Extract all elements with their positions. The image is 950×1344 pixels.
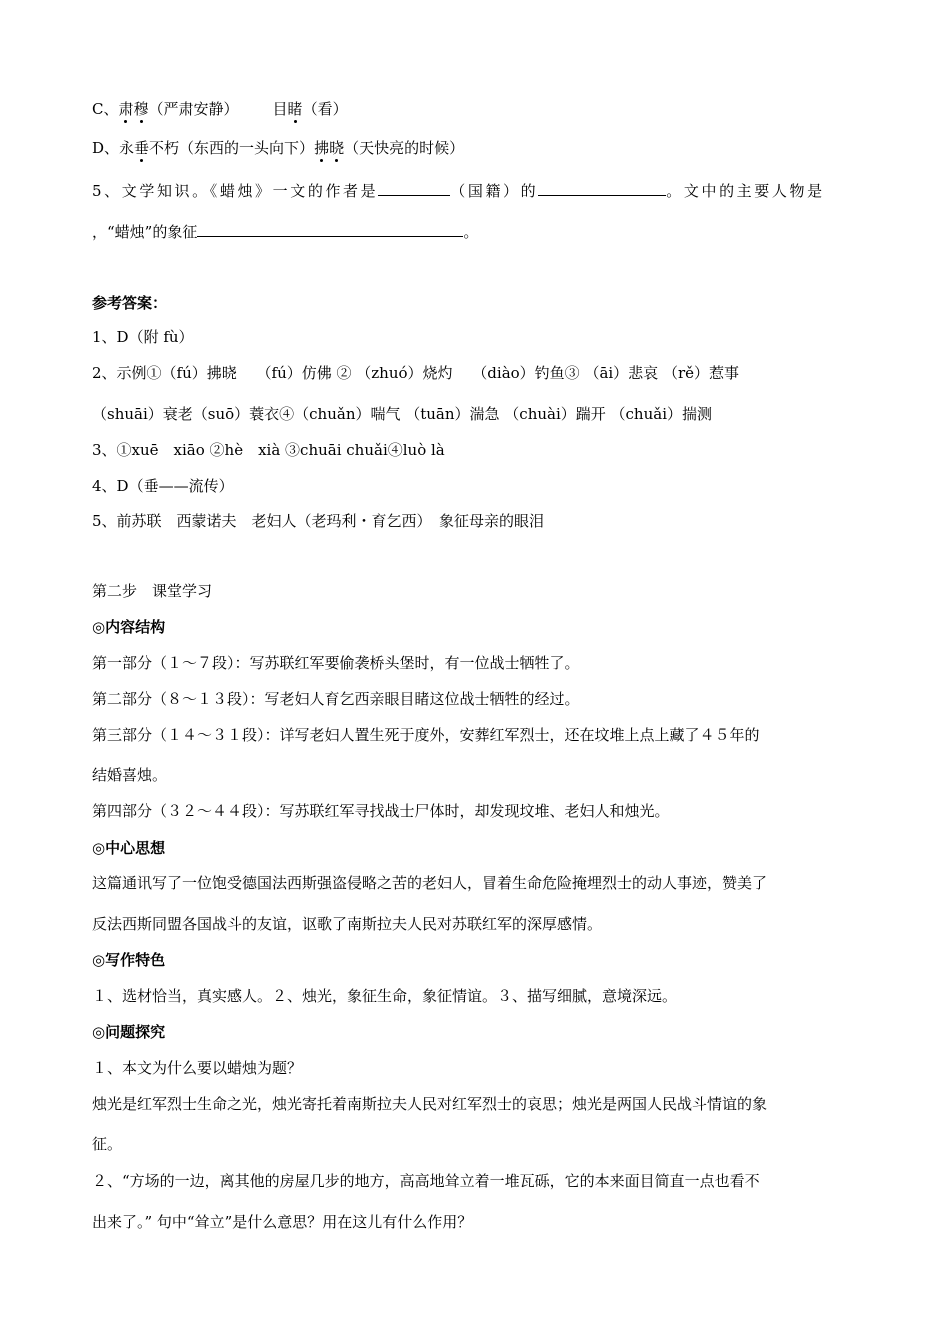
answers-heading: 参考答案： xyxy=(92,294,168,312)
option-c-word-2: 目 xyxy=(272,100,288,118)
dotted-char: 睹 xyxy=(287,100,303,118)
answer-4: 4、D（垂——流传） xyxy=(92,477,234,495)
option-d-meaning-2: （天快亮的时候） xyxy=(344,139,465,157)
inquiry-question-2-line-1: ２、“方场的一边，离其他的房屋几步的地方，高高地耸立着一堆瓦砾，它的本来面目简直一点也看不 xyxy=(92,1172,760,1190)
inquiry-answer-1-line-1: 烛光是红军烈士生命之光，烛光寄托着南斯拉夫人民对红军烈士的哀思；烛光是两国人民战斗情谊的象 xyxy=(92,1095,768,1113)
question-5-line-1 xyxy=(92,180,825,201)
theme-line-2: 反法西斯同盟各国战斗的友谊，讴歌了南斯拉夫人民对苏联红军的深厚感情。 xyxy=(92,915,603,933)
structure-part-1: 第一部分（１～７段）：写苏联红军要偷袭桥头堡时，有一位战士牺牲了。 xyxy=(92,654,580,672)
structure-heading: ◎内容结构 xyxy=(92,618,166,636)
structure-part-4: 第四部分（３２～４４段）：写苏联红军寻找战士尸体时，却发现坟堆、老妇人和烛光。 xyxy=(92,802,670,820)
inquiry-answer-1-line-2: 征。 xyxy=(92,1135,123,1153)
theme-line-1: 这篇通讯写了一位饱受德国法西斯强盗侵略之苦的老妇人，冒着生命危险掩埋烈士的动人事迹，赞美了 xyxy=(92,874,768,892)
inquiry-heading: ◎问题探究 xyxy=(92,1023,166,1041)
features-heading: ◎写作特色 xyxy=(92,951,166,969)
structure-part-2: 第二部分（８～１３段）：写老妇人育乞西亲眼目睹这位战士牺牲的经过。 xyxy=(92,690,580,708)
structure-part-3-line-1: 第三部分（１４～３１段）：详写老妇人置生死于度外，安葬红军烈士，还在坟堆上点上藏了４５年的 xyxy=(92,726,760,744)
dotted-char: 拂 xyxy=(314,139,330,157)
inquiry-question-2-line-2: 出来了。” 句中“耸立”是什么意思？用在这儿有什么作用？ xyxy=(92,1213,473,1231)
answer-3: 3、①xuē xiāo ②hè xià ③chuāi chuǎi④luò là xyxy=(92,441,445,459)
option-d-prefix: D、永 xyxy=(92,139,135,157)
symbol-blank[interactable] xyxy=(197,221,463,237)
q5-text: 5、文学知识。《蜡烛》一文的作者是 xyxy=(92,182,379,200)
q5-text: （国籍）的 xyxy=(450,182,539,200)
answer-5: 5、前苏联 西蒙诺夫 老妇人（老玛利・育乞西） 象征母亲的眼泪 xyxy=(92,512,545,530)
answer-2-line-1: 2、示例①（fú）拂晓 （fú）仿佛 ② （zhuó）烧灼 （diào）钓鱼③ （āi）悲哀 （rě）惹事 xyxy=(92,364,739,382)
dotted-char: 穆 xyxy=(133,100,149,118)
inquiry-question-1: １、本文为什么要以蜡烛为题？ xyxy=(92,1059,303,1077)
option-c-meaning-1: （严肃安静） xyxy=(148,100,239,118)
option-c-meaning-2: （看） xyxy=(302,100,348,118)
q5-text: 。 xyxy=(463,223,479,241)
answer-1: 1、D（附 fù） xyxy=(92,328,194,346)
dotted-char: 垂 xyxy=(134,139,150,157)
answer-2-line-2: （shuāi）衰老（suō）蓑衣④（chuǎn）喘气 （tuān）湍急 （chuài）踹开 （chuǎi）揣测 xyxy=(92,405,712,423)
step-2-title: 第二步 课堂学习 xyxy=(92,582,213,600)
dotted-char: 晓 xyxy=(329,139,345,157)
option-d xyxy=(92,138,464,158)
structure-part-3-line-2: 结婚喜烛。 xyxy=(92,766,168,784)
author-blank[interactable] xyxy=(378,180,450,196)
option-c xyxy=(92,99,348,119)
author-name-blank[interactable] xyxy=(538,180,666,196)
option-d-meaning-1: 不朽（东西的一头向下） xyxy=(149,139,315,157)
features-line-1: １、选材恰当，真实感人。２、烛光，象征生命，象征情谊。３、描写细腻，意境深远。 xyxy=(92,987,678,1005)
question-5-line-2 xyxy=(92,221,478,242)
dotted-char: 肃 xyxy=(118,100,134,118)
option-c-prefix: C、 xyxy=(92,100,119,118)
q5-text: 。文中的主要人物是 xyxy=(666,182,825,200)
theme-heading: ◎中心思想 xyxy=(92,839,166,857)
q5-text: ，“蜡烛”的象征 xyxy=(92,223,198,241)
